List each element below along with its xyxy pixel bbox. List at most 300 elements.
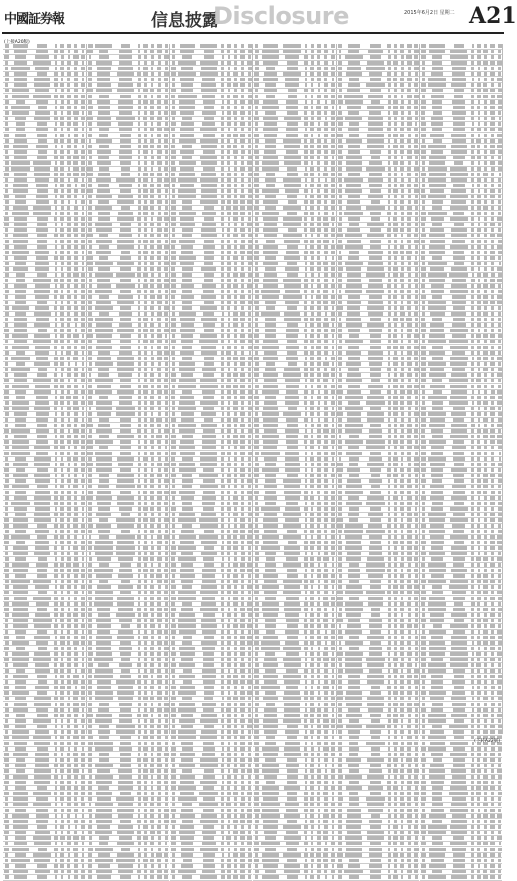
table-cell xyxy=(60,184,65,188)
table-cell xyxy=(67,725,70,729)
table-cell xyxy=(74,647,77,651)
table-cell xyxy=(5,675,8,679)
table-cell xyxy=(13,624,28,628)
table-cell xyxy=(158,206,161,210)
table-cell xyxy=(88,240,92,244)
table-cell xyxy=(67,251,70,255)
table-cell xyxy=(67,663,70,667)
table-cell xyxy=(4,535,9,539)
table-cell xyxy=(67,329,71,333)
table-cell xyxy=(4,792,9,796)
table-cell xyxy=(35,111,50,115)
table-cell xyxy=(151,122,153,126)
table-cell xyxy=(143,240,147,244)
table-cell xyxy=(5,78,9,82)
table-cell xyxy=(60,429,64,433)
table-cell xyxy=(119,184,132,188)
issue-date: 2015年6月2日 星期二 xyxy=(404,9,455,16)
table-cell xyxy=(82,474,85,478)
table-cell xyxy=(54,753,57,757)
table-cell xyxy=(4,396,9,400)
table-cell xyxy=(82,334,85,338)
table-cell xyxy=(74,189,78,193)
table-cell xyxy=(99,95,109,99)
table-cell xyxy=(13,552,27,556)
table-cell xyxy=(73,708,78,712)
table-row xyxy=(3,875,86,881)
table-cell xyxy=(137,72,141,76)
table-cell xyxy=(11,859,29,863)
table-cell xyxy=(54,446,57,450)
table-cell xyxy=(89,200,92,204)
table-cell xyxy=(55,479,57,483)
table-cell xyxy=(119,150,132,154)
table-cell xyxy=(98,111,110,115)
table-cell xyxy=(75,200,78,204)
table-cell xyxy=(81,764,85,768)
table-cell xyxy=(37,569,47,573)
table-cell xyxy=(5,836,8,840)
table-cell xyxy=(13,797,28,801)
table-cell xyxy=(151,55,154,59)
table-cell xyxy=(73,407,79,411)
table-cell xyxy=(60,736,64,740)
table-cell xyxy=(37,535,46,539)
table-cell xyxy=(60,636,65,640)
table-cell xyxy=(60,781,64,785)
table-cell xyxy=(138,139,141,143)
table-cell xyxy=(164,167,168,171)
table-cell xyxy=(144,61,147,65)
table-cell xyxy=(88,106,93,110)
table-cell xyxy=(54,167,58,171)
table-cell xyxy=(36,256,48,260)
table-cell xyxy=(35,351,49,355)
table-cell xyxy=(14,223,27,227)
table-cell xyxy=(35,306,49,310)
table-cell xyxy=(54,357,57,361)
table-cell xyxy=(61,373,63,377)
table-cell xyxy=(82,256,84,260)
table-cell xyxy=(74,117,77,121)
table-cell xyxy=(5,496,9,500)
table-cell xyxy=(97,83,111,87)
table-cell xyxy=(12,334,28,338)
table-cell xyxy=(144,55,147,59)
table-cell xyxy=(61,351,63,355)
table-cell xyxy=(118,100,133,104)
table-cell xyxy=(67,67,70,71)
table-cell xyxy=(60,396,64,400)
table-cell xyxy=(74,792,79,796)
table-cell xyxy=(15,630,26,634)
table-cell xyxy=(138,145,141,149)
table-cell xyxy=(4,223,9,227)
table-cell xyxy=(74,820,77,824)
table-cell xyxy=(11,67,30,71)
table-cell xyxy=(60,797,64,801)
table-cell xyxy=(67,385,71,389)
table-cell xyxy=(5,624,8,628)
table-cell xyxy=(151,212,154,216)
table-cell xyxy=(55,736,57,740)
table-cell xyxy=(97,72,110,76)
section-title: 信息披露 xyxy=(151,6,219,31)
table-cell xyxy=(16,541,25,545)
table-cell xyxy=(151,78,154,82)
table-cell xyxy=(165,206,168,210)
table-cell xyxy=(119,156,133,160)
table-cell xyxy=(73,111,78,115)
table-cell xyxy=(34,457,51,461)
table-cell xyxy=(74,206,78,210)
table-cell xyxy=(4,407,9,411)
table-cell xyxy=(73,122,78,126)
table-cell xyxy=(81,463,85,467)
table-cell xyxy=(74,530,78,534)
table-cell xyxy=(81,373,85,377)
table-cell xyxy=(5,786,8,790)
table-cell xyxy=(61,189,64,193)
table-cell xyxy=(5,714,9,718)
table-cell xyxy=(60,379,64,383)
table-cell xyxy=(5,574,9,578)
table-cell xyxy=(74,100,79,104)
table-cell xyxy=(138,161,140,165)
table-cell xyxy=(82,557,85,561)
table-cell xyxy=(61,557,64,561)
table-cell xyxy=(73,55,78,59)
table-cell xyxy=(55,463,57,467)
table-cell xyxy=(5,117,8,121)
table-cell xyxy=(35,585,49,589)
table-cell xyxy=(74,424,77,428)
table-cell xyxy=(54,836,58,840)
table-cell xyxy=(60,279,64,283)
table-cell xyxy=(54,792,57,796)
header-rule xyxy=(2,32,504,34)
table-cell xyxy=(82,145,84,149)
table-cell xyxy=(74,223,78,227)
table-cell xyxy=(81,83,84,87)
table-cell xyxy=(5,44,9,48)
table-cell xyxy=(165,273,168,277)
table-cell xyxy=(120,95,132,99)
table-cell xyxy=(33,161,51,165)
table-cell xyxy=(164,111,168,115)
table-cell xyxy=(67,753,70,757)
table-cell xyxy=(37,301,47,305)
table-cell xyxy=(67,797,71,801)
table-cell xyxy=(143,150,148,154)
table-cell xyxy=(121,206,130,210)
table-cell xyxy=(14,373,28,377)
table-cell xyxy=(60,764,65,768)
table-cell xyxy=(82,591,85,595)
table-cell xyxy=(14,156,27,160)
table-cell xyxy=(55,825,58,829)
table-cell xyxy=(14,284,26,288)
table-cell xyxy=(67,312,70,316)
table-cell xyxy=(60,535,65,539)
table-cell xyxy=(74,134,78,138)
table-cell xyxy=(144,95,148,99)
table-cell xyxy=(73,173,78,177)
table-cell xyxy=(67,652,71,656)
table-cell xyxy=(33,658,51,662)
table-cell xyxy=(81,686,85,690)
table-cell xyxy=(67,290,70,294)
table-cell xyxy=(157,95,161,99)
table-cell xyxy=(164,134,168,138)
table-cell xyxy=(60,518,64,522)
table-cell xyxy=(15,831,26,835)
table-cell xyxy=(11,357,29,361)
table-cell xyxy=(67,234,71,238)
table-cell xyxy=(60,122,64,126)
table-cell xyxy=(55,747,57,751)
table-cell xyxy=(5,61,8,65)
table-cell xyxy=(54,652,57,656)
table-cell xyxy=(96,178,111,182)
table-cell xyxy=(81,875,85,879)
table-cell xyxy=(61,580,64,584)
table-cell xyxy=(55,318,57,322)
table-cell xyxy=(151,134,153,138)
table-cell xyxy=(4,145,9,149)
table-cell xyxy=(55,396,58,400)
table-cell xyxy=(36,809,48,813)
table-cell xyxy=(74,602,77,606)
continuation-label: (上接A20版) xyxy=(4,39,30,45)
table-cell xyxy=(74,418,79,422)
table-cell xyxy=(5,825,9,829)
table-cell xyxy=(150,173,153,177)
table-cell xyxy=(61,78,64,82)
table-cell xyxy=(74,491,77,495)
table-cell xyxy=(37,122,47,126)
table-cell xyxy=(144,122,148,126)
table-cell xyxy=(117,245,134,249)
table-cell xyxy=(38,139,47,143)
table-cell xyxy=(15,719,26,723)
table-cell xyxy=(74,351,78,355)
table-cell xyxy=(67,150,70,154)
table-cell xyxy=(68,463,71,467)
table-cell xyxy=(14,61,27,65)
table-cell xyxy=(14,412,27,416)
table-cell xyxy=(54,83,57,87)
table-cell xyxy=(138,100,141,104)
table-cell xyxy=(55,675,57,679)
table-cell xyxy=(5,340,9,344)
table-cell xyxy=(98,173,110,177)
table-cell xyxy=(34,312,51,316)
table-cell xyxy=(55,228,57,232)
table-cell xyxy=(35,346,50,350)
table-cell xyxy=(164,256,168,260)
table-cell xyxy=(157,189,161,193)
table-cell xyxy=(4,541,9,545)
table-cell xyxy=(82,89,85,93)
table-cell xyxy=(34,636,50,640)
table-cell xyxy=(74,552,78,556)
table-cell xyxy=(13,44,28,48)
table-cell xyxy=(55,100,58,104)
table-cell xyxy=(67,703,70,707)
table-cell xyxy=(16,758,25,762)
table-cell xyxy=(150,223,154,227)
table-cell xyxy=(144,161,148,165)
table-cell xyxy=(82,385,85,389)
table-cell xyxy=(67,848,70,852)
table-cell xyxy=(73,161,78,165)
table-cell xyxy=(16,647,25,651)
table-cell xyxy=(73,691,78,695)
table-cell xyxy=(12,385,29,389)
table-cell xyxy=(55,769,58,773)
table-cell xyxy=(37,217,48,221)
table-cell xyxy=(81,390,86,394)
table-cell xyxy=(16,396,25,400)
table-cell xyxy=(74,150,78,154)
table-cell xyxy=(13,825,29,829)
table-cell xyxy=(138,44,140,48)
table-cell xyxy=(81,346,84,350)
table-cell xyxy=(66,351,71,355)
table-cell xyxy=(5,435,8,439)
table-cell xyxy=(67,496,71,500)
table-cell xyxy=(54,647,58,651)
table-cell xyxy=(13,240,28,244)
table-cell xyxy=(81,546,84,550)
table-cell xyxy=(67,524,70,528)
table-cell xyxy=(60,256,64,260)
table-cell xyxy=(60,357,64,361)
table-cell xyxy=(16,128,26,132)
table-cell xyxy=(143,189,148,193)
table-cell xyxy=(54,379,57,383)
table-cell xyxy=(158,61,161,65)
table-cell xyxy=(55,106,58,110)
table-cell xyxy=(60,362,64,366)
table-cell xyxy=(13,189,29,193)
table-cell xyxy=(54,714,58,718)
table-cell xyxy=(165,251,168,255)
table-cell xyxy=(60,524,65,528)
table-cell xyxy=(35,491,50,495)
table-cell xyxy=(151,167,153,171)
table-cell xyxy=(74,318,77,322)
table-cell xyxy=(5,161,9,165)
table-cell xyxy=(96,139,112,143)
table-cell xyxy=(60,836,65,840)
table-cell xyxy=(74,373,79,377)
table-cell xyxy=(34,859,50,863)
table-cell xyxy=(55,262,58,266)
table-cell xyxy=(150,128,155,132)
table-cell xyxy=(5,669,9,673)
table-cell xyxy=(88,83,92,87)
table-cell xyxy=(81,173,85,177)
table-cell xyxy=(81,117,85,121)
table-cell xyxy=(4,636,9,640)
table-cell xyxy=(67,658,71,662)
table-cell xyxy=(117,240,134,244)
table-cell xyxy=(61,61,64,65)
table-cell xyxy=(138,284,140,288)
table-cell xyxy=(82,848,84,852)
table-cell xyxy=(37,725,47,729)
table-cell xyxy=(60,134,64,138)
table-cell xyxy=(67,301,70,305)
table-cell xyxy=(61,418,64,422)
table-cell xyxy=(55,875,58,879)
table-cell xyxy=(54,72,58,76)
table-cell xyxy=(67,457,71,461)
table-cell xyxy=(67,184,71,188)
table-cell xyxy=(12,212,28,216)
table-cell xyxy=(157,128,162,132)
table-cell xyxy=(73,440,78,444)
table-cell xyxy=(13,234,28,238)
table-cell xyxy=(67,809,72,813)
table-cell xyxy=(144,167,147,171)
table-cell xyxy=(97,284,111,288)
table-cell xyxy=(120,189,130,193)
table-cell xyxy=(60,825,64,829)
table-cell xyxy=(138,61,140,65)
table-cell xyxy=(36,418,48,422)
table-cell xyxy=(81,306,85,310)
table-cell xyxy=(61,652,64,656)
table-cell xyxy=(89,245,92,249)
table-cell xyxy=(81,184,84,188)
table-cell xyxy=(5,318,8,322)
table-cell xyxy=(74,89,79,93)
table-cell xyxy=(157,267,161,271)
table-cell xyxy=(144,200,148,204)
table-cell xyxy=(14,245,27,249)
table-cell xyxy=(61,407,63,411)
table-cell xyxy=(82,206,84,210)
table-cell xyxy=(5,424,8,428)
table-cell xyxy=(60,240,64,244)
table-cell xyxy=(60,67,64,71)
table-cell xyxy=(81,703,85,707)
table-cell xyxy=(35,55,50,59)
table-cell xyxy=(82,714,84,718)
table-cell xyxy=(157,178,162,182)
table-cell xyxy=(54,78,57,82)
table-cell xyxy=(119,234,131,238)
table-cell xyxy=(81,228,85,232)
table-cell xyxy=(4,608,9,612)
table-cell xyxy=(34,173,51,177)
table-cell xyxy=(74,340,78,344)
table-cell xyxy=(61,55,64,59)
table-cell xyxy=(73,613,78,617)
table-cell xyxy=(4,820,9,824)
table-cell xyxy=(67,267,70,271)
table-cell xyxy=(74,747,77,751)
table-cell xyxy=(55,580,57,584)
table-cell xyxy=(81,424,85,428)
table-cell xyxy=(67,284,70,288)
table-cell xyxy=(4,686,9,690)
table-cell xyxy=(81,468,86,472)
table-cell xyxy=(55,390,58,394)
